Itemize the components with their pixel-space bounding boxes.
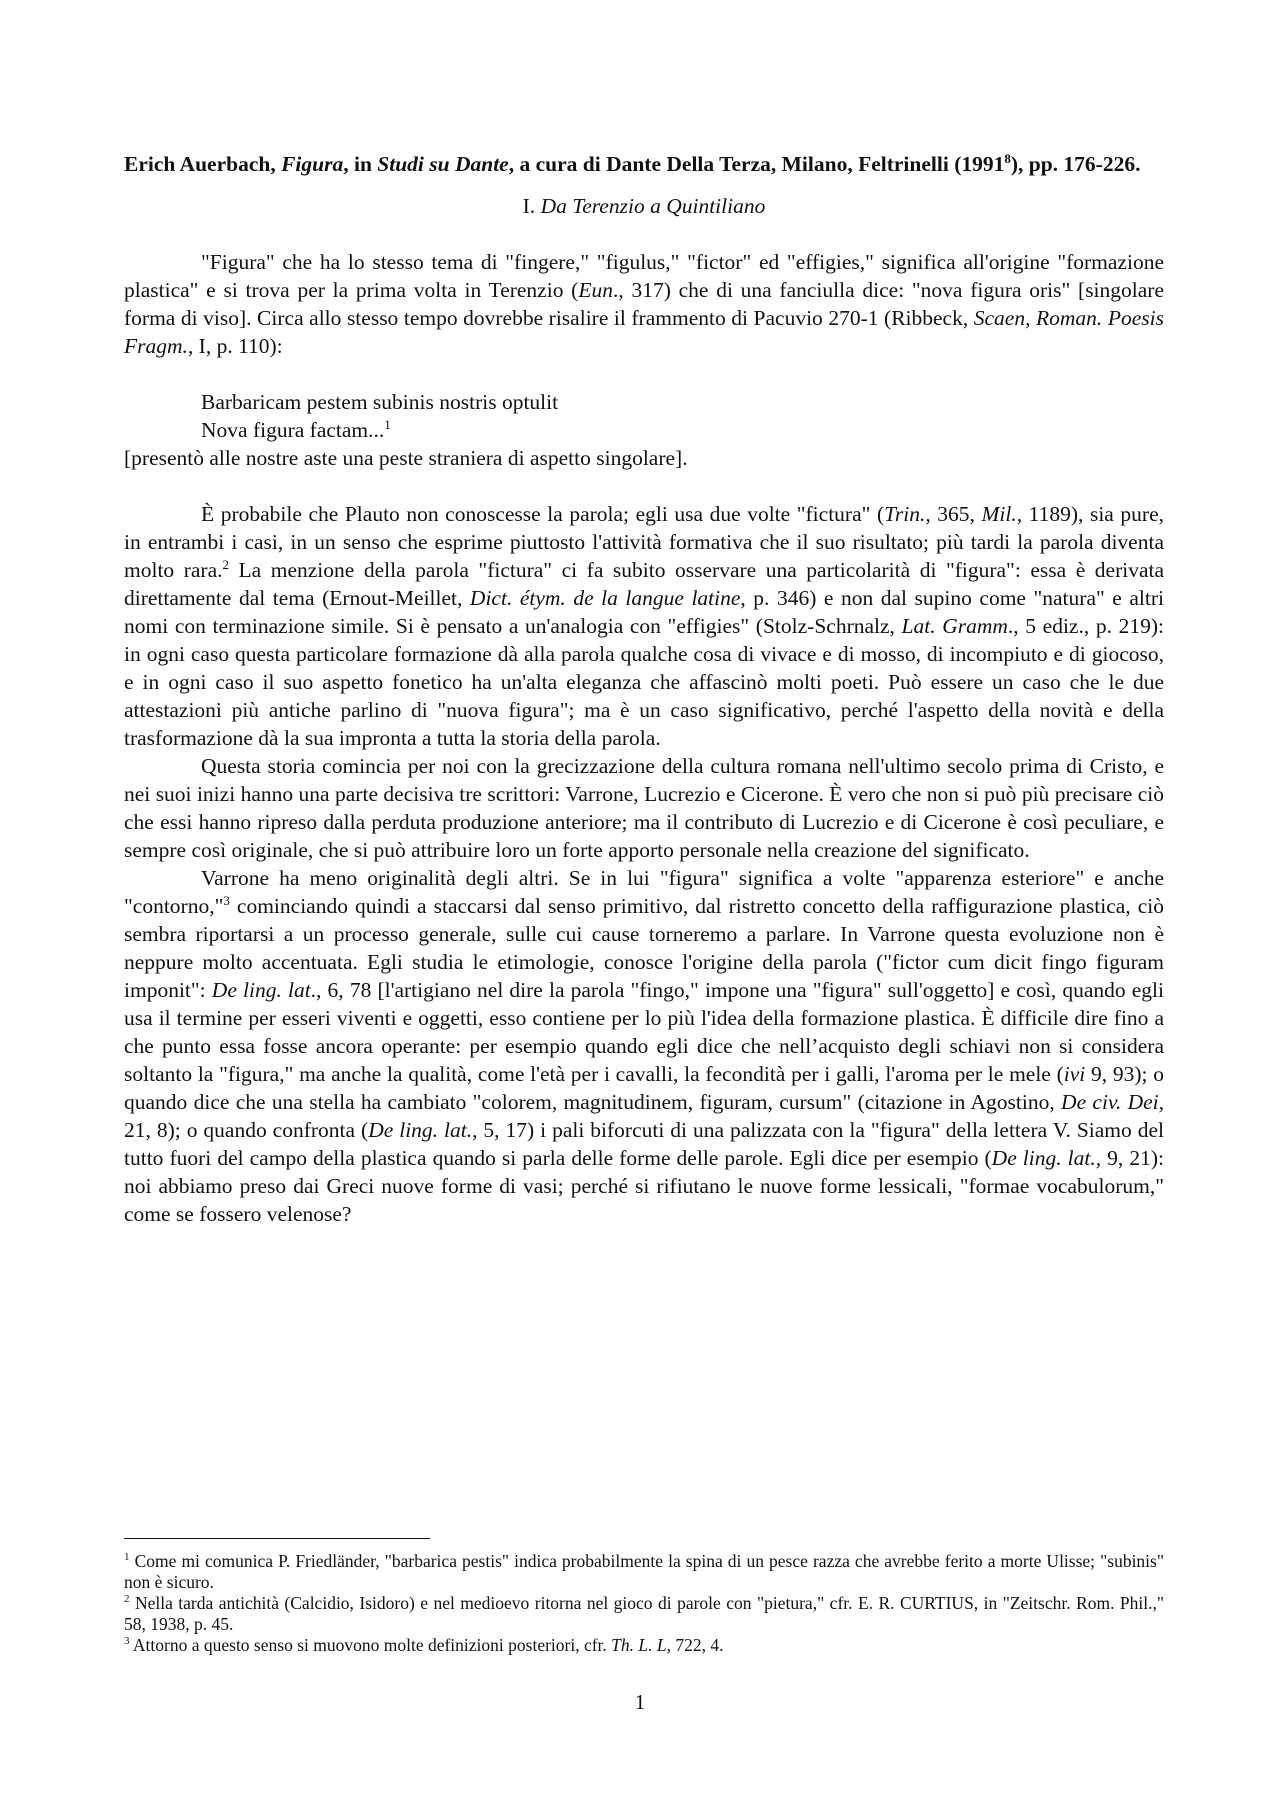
section-title: [124, 192, 1164, 220]
header-work-title: Figura: [281, 152, 344, 176]
italic-run: ivi: [1063, 1062, 1086, 1086]
paragraph-4: [124, 864, 1164, 1228]
italic-run: De ling. lat: [211, 978, 311, 1002]
text-run: È probabile che Plauto non conoscesse la parola; egli usa due volte "fictura" (: [201, 502, 885, 526]
footnote-ref[interactable]: 2: [222, 556, 229, 572]
italic-run: Scaen, Roman. Poesis Fragm.,: [124, 306, 1164, 358]
footnote-number: 3: [124, 1635, 130, 1648]
paragraph-3: Questa storia comincia per noi con la grecizzazione della cultura romana nell'ultimo secolo prima di Cristo, e nei suoi inizi hanno una parte decisiva tre scrittori: Varrone, Lucrezio e Cicerone. È vero che non si può più precisare ciò che essi hanno ripreso dalla perduta produzione anteriore; ma il contributo di Lucrezio e di Cicerone è così peculiare, e sempre così originale, che si può attribuire loro un forte apporto personale nella creazione del significato.: [124, 754, 1164, 862]
italic-run: Eun: [578, 278, 613, 302]
verse-line: [201, 416, 1164, 444]
page-number: 1: [634, 1690, 646, 1714]
header-edition-superscript: 8: [1004, 150, 1011, 166]
footnote-number: 2: [124, 1593, 130, 1606]
italic-run: Dict. étym. de la langue latine: [469, 586, 741, 610]
verse-translation: [presentò alle nostre aste una peste straniera di aspetto singolare].: [124, 446, 688, 470]
text-run: Varrone ha meno originalità degli altri. Se in lui "figura" significa a volte "apparenza esteriore" e anche "contorno,": [124, 866, 1164, 918]
footnotes-section: [124, 1538, 1164, 1656]
verse-quotation: [201, 388, 1164, 444]
footnote-3: [124, 1635, 1164, 1656]
bibliographic-header: [124, 150, 1164, 178]
text-run: 21, 8); o quando confronta (: [124, 1118, 369, 1142]
text-run: cominciando quindi a staccarsi dal senso primitivo, dal ristretto concetto della raffigurazione plastica, ciò sembra riportarsi a un processo generale, sulle cui cause torneremo a parlare. In Varrone questa evoluzione non è neppure molto accentuata. Egli studia le etimologie, conosce l'origine della parola ("fictor cum dicit fingo figuram imponit":: [124, 894, 1164, 1002]
footnote-text: Attorno a questo senso si muovono molte definizioni posteriori, cfr.: [129, 1635, 612, 1655]
italic-run: De civ. Dei,: [1061, 1090, 1165, 1114]
italic-run: Lat. Gramm: [901, 614, 1008, 638]
text-run: ., 317) che di una fanciulla dice: "nova figura oris" [singolare forma di viso]. Circa allo stesso tempo dovrebbe risalire il frammento di Pacuvio 270-1 (Ribbeck,: [124, 278, 1165, 330]
footnote-1: [124, 1551, 1164, 1593]
text-run: 9, 21): noi abbiamo preso dai Greci nuove forme di vasi; perché si rifiutano le nuove forme lessicali, "formae vocabulorum," come se fossero velenose?: [124, 1146, 1164, 1226]
text-run: 365,: [930, 502, 982, 526]
text-run: ., 5 ediz., p. 219): in ogni caso questa particolare formazione dà alla parola qualche cosa di vivace e di mosso, di incompiuto e di giocoso, e in ogni caso il suo aspetto fonetico ha un'alta eleganza che affascinò molti poeti. Può essere un caso che le due attestazioni più antiche parlino di "nuova figura"; ma è un caso significativo, perché l'aspetto della novità e della trasformazione dà la sua impronta a tutta la storia della parola.: [124, 614, 1164, 750]
verse-line-text: Nova figura factam...: [201, 418, 385, 442]
footnote-text: Nella tarda antichità (Calcidio, Isidoro) e nel medioevo ritorna nel gioco di parole con "pietura," cfr. E. R. CURTIUS, in "Zeitschr. Rom. Phil.," 58, 1938, p. 45.: [124, 1593, 1164, 1634]
italic-run: De ling. lat.,: [991, 1146, 1102, 1170]
italic-run: Mil.,: [981, 502, 1023, 526]
section-number: I.: [522, 194, 541, 218]
document-page: [124, 150, 1164, 1228]
text-run: 9, 93); o quando dice che una stella ha cambiato "colorem, magnitudinem, figuram, cursum" (citazione in Agostino,: [124, 1062, 1164, 1114]
text-run: , p. 346) e non dal supino come "natura" e altri nomi con terminazione simile. Si è pensato a un'analogia con "effigies" (Stolz-Schrnalz,: [124, 586, 1164, 638]
section-heading-text: Da Terenzio a Quintiliano: [540, 194, 766, 218]
header-text: , in: [343, 152, 378, 176]
header-book-title: Studi su Dante: [377, 152, 509, 176]
paragraph-2: [124, 500, 1164, 752]
footnote-ref[interactable]: 1: [384, 416, 391, 432]
text-run: I, p. 110):: [193, 334, 283, 358]
footnote-text: Come mi comunica P. Friedländer, "barbarica pestis" indica probabilmente la spina di un pesce razza che avrebbe ferito a morte Ulisse; "subinis" non è sicuro.: [124, 1551, 1164, 1592]
text-run: "Figura" che ha lo stesso tema di "fingere," "figulus," "fictor" ed "effigies," significa all'origine "formazione plastica" e si trova per la prima volta in Terenzio (: [124, 250, 1164, 302]
italic-run: Trin.,: [884, 502, 931, 526]
text-run: 1189), sia pure, in entrambi i casi, in un senso che esprime piuttosto l'attività formativa che il suo risultato; più tardi la parola diventa molto rara.: [124, 502, 1164, 582]
header-pages: ), pp. 176-226.: [1010, 152, 1141, 176]
header-author: Erich Auerbach,: [124, 152, 282, 176]
footnote-2: [124, 1593, 1164, 1635]
footnote-separator: [124, 1538, 430, 1539]
paragraph-1: [124, 248, 1164, 360]
text-run: La menzione della parola "fictura" ci fa subito osservare una particolarità di "figura": essa è derivata direttamente dal tema (Ernout-Meillet,: [124, 558, 1165, 610]
verse-line: Barbaricam pestem subinis nostris optulit: [201, 390, 559, 414]
footnote-text: 722, 4.: [671, 1635, 724, 1655]
footnote-italic: Th. L. L,: [611, 1635, 671, 1655]
header-text: , a cura di Dante Della Terza, Milano, Feltrinelli (1991: [508, 152, 1005, 176]
italic-run: De ling. lat.,: [368, 1118, 478, 1142]
text-run: 5, 17) i pali biforcuti di una palizzata con la "figura" della lettera V. Siamo del tutto fuori del campo della plastica quando si parla delle forme delle parole. Egli dice per esempio (: [124, 1118, 1165, 1170]
footnote-number: 1: [124, 1551, 130, 1564]
footnote-ref[interactable]: 3: [223, 892, 230, 908]
text-run: ., 6, 78 [l'artigiano nel dire la parola "fingo," impone una "figura" sull'oggetto] e così, quando egli usa il termine per esseri viventi e oggetti, esso contiene per lo più l'idea della formazione plastica. È difficile dire fino a che punto essa fosse ancora operante: per esempio quando egli dice che nell’acquisto degli schiavi non si considera soltanto la "figura," ma anche la qualità, come l'età per i cavalli, la fecondità per i galli, l'aroma per le mele (: [124, 978, 1165, 1086]
